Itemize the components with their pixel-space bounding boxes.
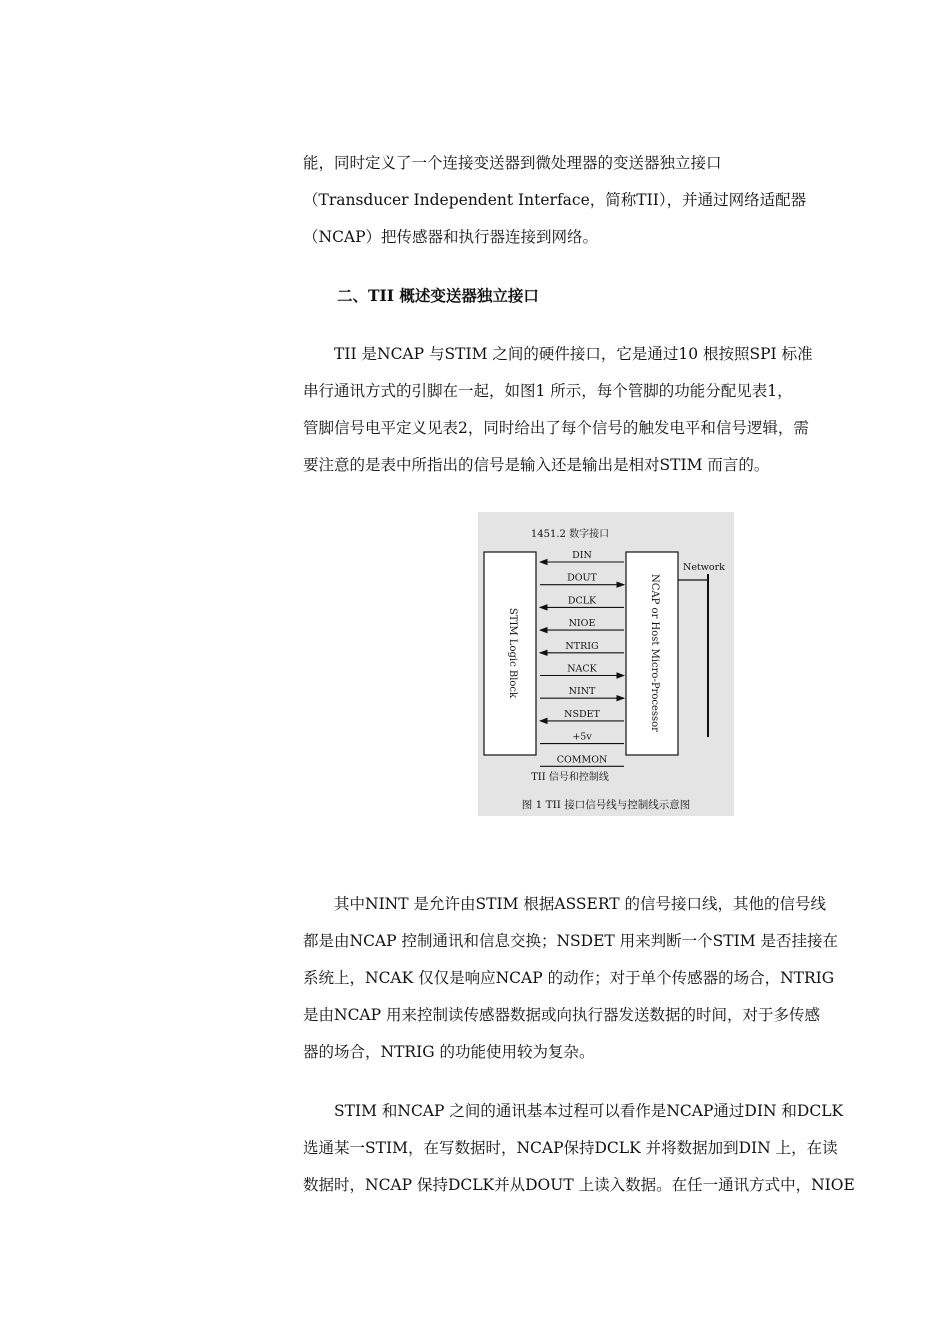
- figure-caption: 图 1 TII 接口信号线与控制线示意图: [521, 799, 691, 811]
- signal-label-ntrig: NTRIG: [565, 640, 599, 652]
- ncap-host-block-label: NCAP or Host Micro-Processor: [649, 574, 660, 732]
- text-line: 能，同时定义了一个连接变送器到微处理器的变送器独立接口: [303, 154, 722, 172]
- network-label: Network: [683, 562, 725, 573]
- text-line: 其中NINT 是允许由STIM 根据ASSERT 的信号接口线，其他的信号线: [303, 895, 827, 913]
- text-line: （NCAP）把传感器和执行器连接到网络。: [303, 228, 599, 246]
- signal-lines: [540, 550, 624, 766]
- signal-label-dclk: DCLK: [567, 595, 597, 607]
- text-line: 都是由NCAP 控制通讯和信息交换；NSDET 用来判断一个STIM 是否挂接在: [303, 932, 839, 950]
- signal-label-nsdet: NSDET: [564, 708, 600, 720]
- text-line: （Transducer Independent Interface，简称TII），并通过网络适配器: [303, 191, 807, 209]
- signal-label-common: COMMON: [556, 754, 608, 766]
- figure-tii-diagram: [478, 512, 734, 816]
- text-line: TII 是NCAP 与STIM 之间的硬件接口，它是通过10 根按照SPI 标准: [303, 345, 813, 363]
- signal-label-nioe: NIOE: [568, 618, 596, 630]
- text-line: 串行通讯方式的引脚在一起，如图1 所示，每个管脚的功能分配见表1，: [303, 382, 793, 400]
- paragraph-communication: [303, 1093, 913, 1204]
- text-line: 器的场合，NTRIG 的功能使用较为复杂。: [303, 1043, 595, 1061]
- stim-logic-block-label: STIM Logic Block: [507, 607, 518, 699]
- signal-label-nack: NACK: [567, 663, 597, 675]
- text-line: 数据时，NCAP 保持DCLK并从DOUT 上读入数据。在任一通讯方式中，NIOE: [303, 1176, 855, 1194]
- section-heading: 二、TII 概述变送器独立接口: [337, 286, 539, 305]
- signal-label-dout: DOUT: [567, 572, 597, 584]
- figure-bottom-label: TII 信号和控制线: [531, 772, 609, 783]
- paragraph-intro: [303, 145, 913, 256]
- text-line: 管脚信号电平定义见表2，同时给出了每个信号的触发电平和信号逻辑，需: [303, 419, 809, 437]
- paragraph-signal-details: [303, 886, 913, 1071]
- text-line: 系统上，NCAK 仅仅是响应NCAP 的动作；对于单个传感器的场合，NTRIG: [303, 969, 835, 987]
- signal-label-5v: +5v: [572, 731, 592, 743]
- text-line: 选通某一STIM，在写数据时，NCAP保持DCLK 并将数据加到DIN 上，在读: [303, 1139, 838, 1157]
- figure-top-label: 1451.2 数字接口: [530, 529, 610, 540]
- paragraph-tii-description: [303, 336, 913, 484]
- text-line: STIM 和NCAP 之间的通讯基本过程可以看作是NCAP通过DIN 和DCLK: [303, 1102, 844, 1120]
- text-line: 要注意的是表中所指出的信号是输入还是输出是相对STIM 而言的。: [303, 456, 770, 474]
- tii-diagram-svg: [478, 512, 734, 816]
- signal-label-nint: NINT: [568, 686, 596, 698]
- signal-label-din: DIN: [572, 550, 592, 561]
- text-line: 是由NCAP 用来控制读传感器数据或向执行器发送数据的时间，对于多传感: [303, 1006, 820, 1024]
